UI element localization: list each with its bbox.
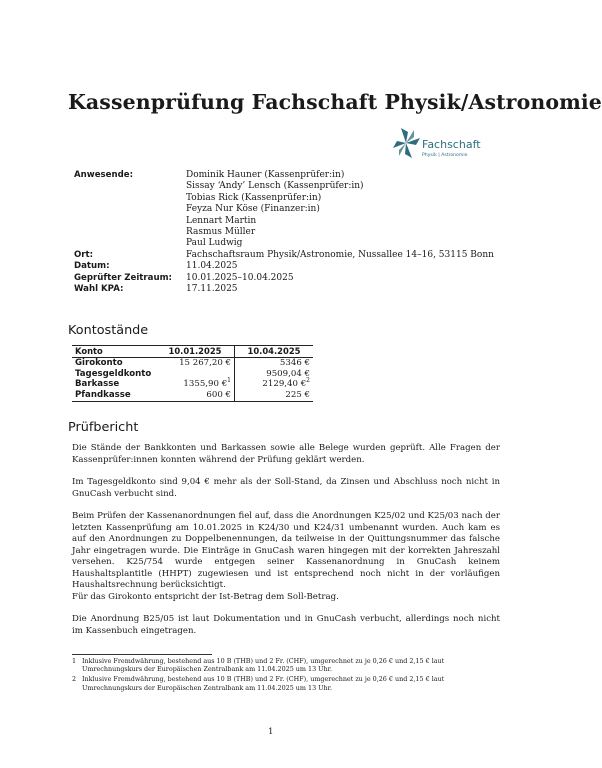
logo-wordmark: Fachschaft bbox=[422, 138, 481, 151]
date-label: Datum: bbox=[74, 261, 110, 272]
footnote-ref: 2 bbox=[306, 377, 310, 385]
pinwheel-logo-icon bbox=[392, 126, 422, 162]
footnote-text: Inklusive Fremdwährung, bestehend aus 10 B (THB) und 2 Fr. (CHF), umgerechnet zu je 0,26 € und 2,15 € laut Umrechnungskurs der Europäischen Zentralbank am 11.04.2025 um 13 Uhr. bbox=[82, 657, 445, 674]
report-paragraph: Die Anordnung B25/05 ist laut Dokumentation und in GnuCash verbucht, allerdings noch nicht im Kassenbuch eingetragen. bbox=[72, 614, 500, 636]
balance-end: 9509,04 € bbox=[266, 368, 310, 379]
date-value: 11.04.2025 bbox=[186, 261, 238, 272]
column-header-account: Konto bbox=[72, 346, 156, 358]
period-value: 10.01.2025–10.04.2025 bbox=[186, 272, 294, 283]
attendees-label: Anwesende: bbox=[74, 170, 134, 180]
kpa-row bbox=[74, 284, 494, 295]
footnotes bbox=[72, 657, 500, 694]
report-body bbox=[72, 443, 500, 648]
attendee: Sissay ‘Andy’ Lensch (Kassenprüfer:in) bbox=[186, 181, 364, 192]
accounts-heading: Kontostände bbox=[68, 323, 149, 338]
balance-start bbox=[156, 369, 235, 380]
table-row bbox=[72, 369, 313, 380]
period-label: Geprüfter Zeitraum: bbox=[74, 272, 172, 283]
table-row bbox=[72, 379, 313, 390]
meeting-info bbox=[74, 170, 494, 295]
logo-subtitle: Physik | Astronomie bbox=[422, 153, 468, 158]
place-label: Ort: bbox=[74, 249, 94, 260]
footnote-divider bbox=[72, 654, 212, 655]
report-heading: Prüfbericht bbox=[68, 420, 139, 435]
place-row bbox=[74, 250, 494, 261]
attendees-list bbox=[186, 170, 364, 250]
balance-end: 225 € bbox=[235, 390, 314, 401]
balance-start: 1355,90 €$^1$ bbox=[156, 379, 235, 390]
footnote-ref: 1 bbox=[227, 377, 231, 385]
footnote-text: Inklusive Fremdwährung, bestehend aus 10 B (THB) und 2 Fr. (CHF), umgerechnet zu je 0,26 € und 2,15 € laut Umrechnungskurs der Europäischen Zentralbank am 11.04.2025 um 13 Uhr. bbox=[82, 675, 445, 692]
account-name: Girokonto bbox=[75, 357, 123, 368]
table-row bbox=[72, 357, 313, 368]
fachschaft-logo bbox=[392, 126, 492, 164]
balance-start: 600 € bbox=[156, 390, 235, 401]
column-header-start-date: 10.01.2025 bbox=[156, 346, 235, 358]
account-name: Pfandkasse bbox=[72, 390, 156, 401]
attendee: Lennart Martin bbox=[186, 215, 257, 226]
attendees-row bbox=[74, 170, 494, 250]
report-paragraph: Im Tagesgeldkonto sind 9,04 € mehr als der Soll-Stand, da Zinsen und Abschluss noch nicht in GnuCash verbucht sind. bbox=[72, 477, 500, 499]
attendee: Dominik Hauner (Kassenprüfer:in) bbox=[186, 170, 345, 180]
account-name: Barkasse bbox=[75, 379, 120, 390]
balance-end: 2129,40 €$^2$ bbox=[262, 377, 310, 390]
place-value: Fachschaftsraum Physik/Astronomie, Nussallee 14–16, 53115 Bonn bbox=[186, 249, 494, 260]
column-header-end-date: 10.04.2025 bbox=[235, 346, 314, 358]
kpa-label: Wahl KPA: bbox=[74, 284, 124, 295]
document-title: Kassenprüfung Fachschaft Physik/Astronomie bbox=[68, 90, 602, 114]
footnote bbox=[72, 657, 500, 673]
footnote bbox=[72, 675, 500, 691]
account-name: Tagesgeldkonto bbox=[75, 368, 152, 379]
attendee: Rasmus Müller bbox=[186, 227, 256, 238]
report-paragraph: Die Stände der Bankkonten und Barkassen sowie alle Belege wurden geprüft. Alle Fragen der Kassenprüfer:innen konnten während der Prüfung geklärt werden. bbox=[72, 443, 500, 465]
attendee: Tobias Rick (Kassenprüfer:in) bbox=[186, 192, 322, 203]
footnote-mark: 2 bbox=[72, 675, 77, 684]
footnote-mark: 1 bbox=[72, 657, 77, 665]
period-row bbox=[74, 273, 494, 284]
page-number: 1 bbox=[268, 727, 274, 737]
balance-end: 5346 € bbox=[279, 357, 310, 368]
date-row bbox=[74, 261, 494, 272]
report-paragraph: Beim Prüfen der Kassenanordnungen fiel auf, dass die Anordnungen K25/02 und K25/03 nach der letzten Kassenprüfung am 10.01.2025 in K24/30 und K24/31 umbenannt wurden. Auch kam es auf den Anordnungen zu Doppelbenennungen, da teilweise in der Quittungsnummer das falsche Jahr eingetragen wurde. Die Einträge in GnuCash waren hingegen mit der korrekten Jahreszahl versehen. K25/754 wurde entgegen seiner Kassenanordnung in GnuCash keinem Haushaltsplantitle (HHPT) zugewiesen und ist entsprechend noch nicht in der vorläufigen Haushaltsrechnung berücksichtigt. Für das Girokonto entspricht der Ist-Betrag dem Soll-Betrag. bbox=[72, 511, 500, 602]
accounts-table bbox=[72, 345, 313, 402]
accounts-header-row bbox=[72, 346, 313, 358]
balance-start: 15 267,20 € bbox=[156, 357, 235, 368]
table-row bbox=[72, 390, 313, 401]
attendee: Feyza Nur Köse (Finanzer:in) bbox=[186, 204, 320, 215]
attendee: Paul Ludwig bbox=[186, 238, 243, 249]
kpa-value: 17.11.2025 bbox=[186, 284, 238, 295]
